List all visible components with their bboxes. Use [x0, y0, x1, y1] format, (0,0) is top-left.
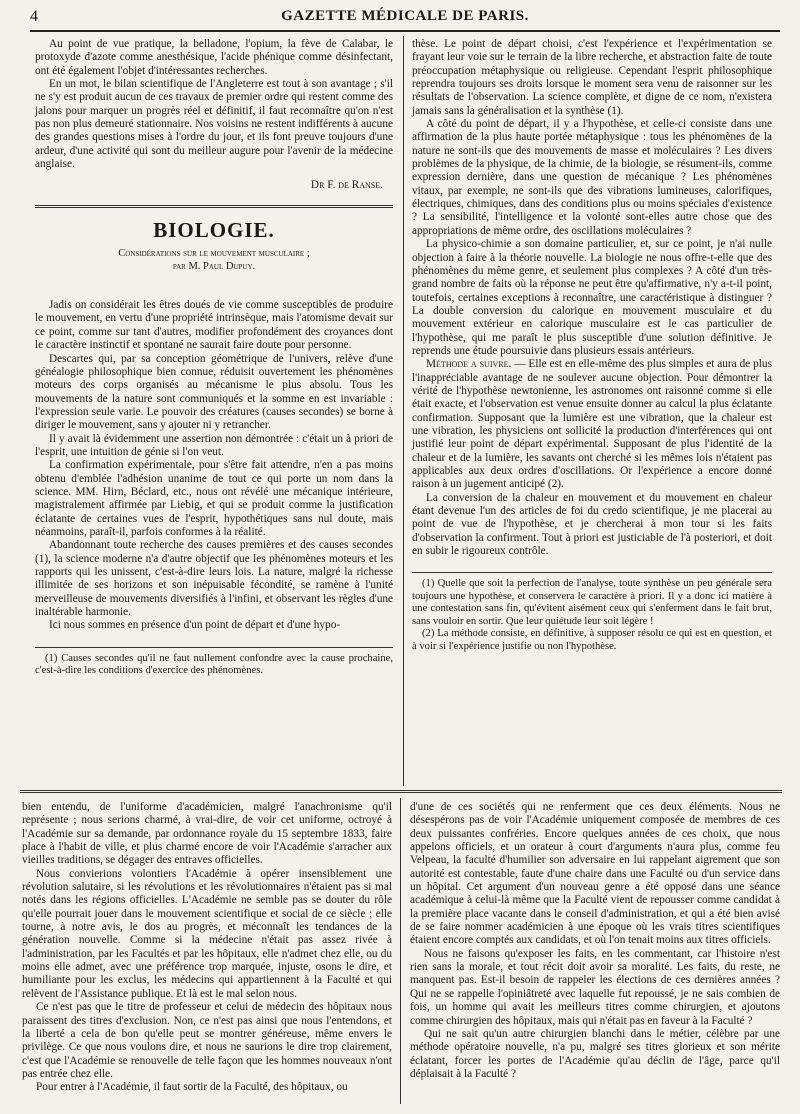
footnote-text: (1) Quelle que soit la perfection de l'analyse, toute synthèse un peu générale sera toujours une hypothèse, et conservera le caractère à priori. Il y a donc ici matière à une contestation sans fin, qu'évitent aisément ceux qui s'enferment dans le fait brut, sans vouloir en sortir. Que leur quiétude leur soit légère !: [412, 578, 772, 627]
paragraph: En un mot, le bilan scientifique de l'Angleterre est tout à son avantage ; s'il ne s'y est produit aucun de ces travaux de premier ordre qui restent comme des jalons pour marquer un progrès réel et définitif, il faut reconnaître qu'on n'est pas non plus demeuré stationnaire. Nos voisins ne restent indifférents à aucune des grandes questions mises à l'ordre du jour, et ils font preuve toujours d'une ardeur, d'une activité qui sont du meilleur augure pour l'avenir de la médecine anglaise.: [35, 78, 393, 171]
paragraph: La physico-chimie a son domaine particulier, et, sur ce point, je n'ai nulle objection à faire à la théorie nouvelle. La biologie ne nous offre-t-elle que des phénomènes du même genre, et seulement plus complexes ? A côté d'un très-grand nombre de faits où la réponse ne peut être qu'affirmative, n'y a-t-il point, toutefois, certaines exceptions à reconnaître, une caractéristique à distinguer ? La double conversion du calorique en mouvement musculaire et du mouvement extérieur en calorique musculaire est le cas particulier de l'hypothèse, qui me paraît le plus susceptible d'une solution définitive. Je reprends une étude poursuivie dans plusieurs essais antérieurs.: [412, 238, 772, 357]
paragraph: La conversion de la chaleur en mouvement et du mouvement en chaleur étant devenue l'un des articles de foi du credo scientifique, je me placerai au point de vue de l'hypothèse, et je chercherai à mon tour si les faits d'observation la confirment. Tout à priori est justiciable de l'à posteriori, et doit en subir le rigoureux contrôle.: [412, 491, 772, 558]
method-label: Méthode a suivre.: [426, 358, 512, 371]
article-author: par M. Paul Dupuy.: [172, 261, 256, 273]
article-title-line: Considérations sur le mouvement musculaire ;: [118, 248, 310, 260]
footnote-rule: [412, 572, 772, 573]
page-header: [30, 8, 780, 32]
paragraph: Abandonnant toute recherche des causes premières et des causes secondes (1), la science moderne n'a d'autre objectif que les phénomènes moteurs et les rapports qui les unissent, c'est-à-dire leurs lois. La nature, malgré la richesse illimitée de ses horizons et son inépuisable fécondité, se ramène à l'unité merveilleuse de mouvements diversifiés à l'infini, et observant les règles d'une inaltérable harmonie.: [35, 539, 393, 619]
paragraph: Nous convierions volontiers l'Académie à opérer insensiblement une révolution salutaire, si les révolutions et les révolutionnaires n'étaient pas si mal notés dans les régions officielles. L'Académie ne semble pas se douter du rôle qu'elle pourrait jouer dans le mouvement scientifique et social de ce siècle ; elle tourne, à notre avis, le dos au progrès, et méconnaît les tendances de la génération nouvelle. Comme si la médecine n'était pas assez rivée à l'administration, par les Facultés et par les hôpitaux, elle n'admet chez elle, ou du moins elle admet, avec une préférence trop marquée, injuste, osons le dire, et humiliante pour les exclus, les médecins qui appartiennent à la Faculté et qui relèvent de l'Assistance publique. Et là est le mal selon nous.: [22, 867, 392, 1000]
column-top-left: [35, 38, 393, 678]
column-divider-top: [403, 36, 404, 786]
article-title: [35, 247, 393, 273]
footnote: [35, 653, 393, 678]
column-bottom-right: [410, 801, 780, 1081]
paragraph: Descartes qui, par sa conception géométrique de l'univers, relève d'une généalogie philosophique bien connue, réduisit ouvertement les phénomènes moteurs des corps organisés au mécanisme le plus absolu. Tous les mouvements de la nature sont communiqués et la somme en est invariable : l'expression seule varie. Le pouvoir des créatures (causes secondes) se borne à diriger le mouvement, sans y ajouter ni y retrancher.: [35, 352, 393, 432]
section-rule: [35, 205, 393, 208]
paragraph: thèse. Le point de départ choisi, c'est l'expérience et l'expérimentation se frayant leur voie sur le terrain de la libre recherche, et abstraction faite de toute préoccupation métaphysique ou religieuse. Cependant l'esprit philosophique reprendra toujours ses droits lorsque le moment sera venu de raisonner sur les résultats de l'observation. La science complète, et digne de ce nom, n'existera jamais sans la généralisation et la synthèse (1).: [412, 38, 772, 117]
paragraph: Ici nous sommes en présence d'un point de départ et d'une hypo-: [49, 619, 341, 632]
section-title: BIOLOGIE.: [153, 217, 275, 242]
paragraph: [412, 358, 772, 491]
paragraph: Ce n'est pas que le titre de professeur et celui de médecin des hôpitaux nous paraissent des titres d'exclusion. Non, ce n'est pas ainsi que nous l'entendons, et la liberté a cela de bon qu'elle peut se montrer généreuse, même envers le privilège. Ce que nous voulons dire, et nous ne saurions le dire trop clairement, c'est que l'Académie se renouvelle de telle façon que les hommes nouveaux n'ont pas entrée chez elle.: [22, 1001, 392, 1080]
footnote: [412, 578, 772, 653]
paragraph: bien entendu, de l'uniforme d'académicien, malgré l'anachronisme qu'il représente ; nous serions charmé, à vrai-dire, de voir cet uniforme, octroyé à l'Académie sur sa demande, par ordonnance royale du 15 septembre 1833, faire place à l'habit de ville, et plus charmé encore de voir l'Académie s'arracher aux vieilles traditions, se dégager des entraves officielles.: [22, 801, 392, 867]
paragraph: Nous ne faisons qu'exposer les faits, en les commentant, car l'histoire n'est rien sans la morale, et tout récit doit avoir sa moralité. Les faits, du reste, ne manquent pas. Est-il besoin de rappeler les élections de ces dernières années ? Qui ne se rappelle l'opiniâtreté avec laquelle fut repoussé, je ne sais combien de fois, un homme qui avait les meilleurs titres comme chirurgien, et ajoutons comme chirurgien des hôpitaux, mais qui n'était pas en faveur à la Faculté ?: [410, 947, 780, 1027]
column-bottom-left: [22, 801, 392, 1095]
footnote-text: (2) La méthode consiste, en définitive, à supposer résolu ce qui est en question, et à voir si l'expérience justifie ou non l'hypothèse.: [412, 628, 772, 652]
running-title: GAZETTE MÉDICALE DE PARIS.: [281, 8, 529, 24]
paragraph: d'une de ces sociétés qui ne renferment que ces deux éléments. Nous ne désespérons pas de voir l'Académie uniquement composée de membres de ces deux puissantes confréries. Encore quelques années de ces choix, que nous appelons officiels, et un orateur à court d'arguments n'aura plus, comme feu Velpeau, la faculté d'humilier son adversaire en lui rappelant aigrement que son autorité est contestable, faute d'une chaire dans une Faculté ou d'un service dans un hôpital. Cet argument d'un nouveau genre a été opposé dans une séance académique à celui-là même que la Faculté vient de repousser comme candidat à la première place vacante dans le conseil d'administration, et qui a été bien avisé de se faire nommer académicien à une époque où les vrais titres scientifiques étaient encore comptés aux candidats, et où l'on tenait moins aux titres officiels.: [410, 801, 780, 947]
paragraph: Jadis on considérait les êtres doués de vie comme susceptibles de produire le mouvement, en vertu d'une propriété intrinsèque, mais l'atomisme devait sur ce point, comme sur tant d'autres, modifier profondément des croyances dont le caractère instinctif et spontané ne saurait faire doute pour personne.: [35, 299, 393, 352]
paragraph: A côté du point de départ, il y a l'hypothèse, et celle-ci consiste dans une affirmation de la plus haute portée métaphysique : tous les phénomènes de la nature ne sont-ils que des mouvements de masse et moléculaires ? Les divers problèmes de la physique, de la chimie, de la biologie, se résument-ils, comme expression dernière, dans une question de mécanique ? Les phénomènes vitaux, par exemple, ne sont-ils que des vibrations lumineuses, calorifiques, électriques, chimiques, dans des conditions plus ou moins spéciales d'existence ? La sensibilité, l'intelligence et la volonté sont-elles autre chose que des appropriations de même ordre, des oscillations moléculaires ?: [412, 118, 772, 237]
paragraph: La confirmation expérimentale, pour s'être fait attendre, n'en a pas moins obtenu d'emblée l'adhésion unanime de tout ce qui porte un nom dans la science. MM. Hirn, Béclard, etc., nous ont révélé une mécanique intérieure, magistralement affirmée par Liebig, et qui se produit comme la justification éclatante de certaines vues de l'esprit, hypothétiques sans nul doute, mais néanmoins, paraît-il, parfois conformes à la réalité.: [35, 459, 393, 538]
paragraph: Il y avait là évidemment une assertion non démontrée : c'était un à priori de l'esprit, une intuition de génie si l'on veut.: [35, 432, 393, 458]
column-divider-bottom: [400, 798, 401, 1104]
block-separator: [20, 790, 782, 793]
page-number: 4: [30, 8, 38, 25]
author-signature: Dr F. de Ranse.: [310, 179, 383, 192]
paragraph: Au point de vue pratique, la belladone, l'opium, la fève de Calabar, le protoxyde d'azote comme anesthésique, l'acide phénique comme désinfectant, ont été également l'objet d'intéressantes recherches.: [35, 38, 393, 77]
paragraph: Qui ne sait qu'un autre chirurgien blanchi dans le métier, célèbre par une méthode opératoire nouvelle, n'a pu, malgré ses titres glorieux et son mérite éclatant, forcer les portes de l'Académie qu'au déclin de l'âge, parce qu'il déplaisait à la Faculté ?: [410, 1027, 780, 1080]
footnote-text: (1) Causes secondes qu'il ne faut nullement confondre avec la cause prochaine, c'est-à-dire les conditions d'exercice des phénomènes.: [35, 652, 393, 677]
paragraph: Pour entrer à l'Académie, il faut sortir de la Faculté, des hôpitaux, ou: [36, 1081, 348, 1094]
column-top-right: [412, 38, 772, 653]
footnote-rule: [35, 647, 393, 648]
method-text: — Elle est en elle-même des plus simples et aura de plus l'inappréciable avantage de ne soulever aucune objection. Pour démontrer la vérité de l'hypothèse newtonienne, les astronomes ont raisonné comme si elle était exacte, et l'observation est venue ensuite donner au calcul la plus éclatante confirmation. Supposant que la lumière est une vibration, que la chaleur est une vibration, les physiciens ont sollicité la production d'interférences qui ont justifié leur point de départ expérimental. Supposant de plus l'identité de la chaleur et de la lumière, les savants ont cherché si les mêmes lois n'étaient pas applicables aux deux ordres d'oscillations. Or l'expérience a encore donné raison à un jugement anticipé (2).: [412, 358, 772, 491]
